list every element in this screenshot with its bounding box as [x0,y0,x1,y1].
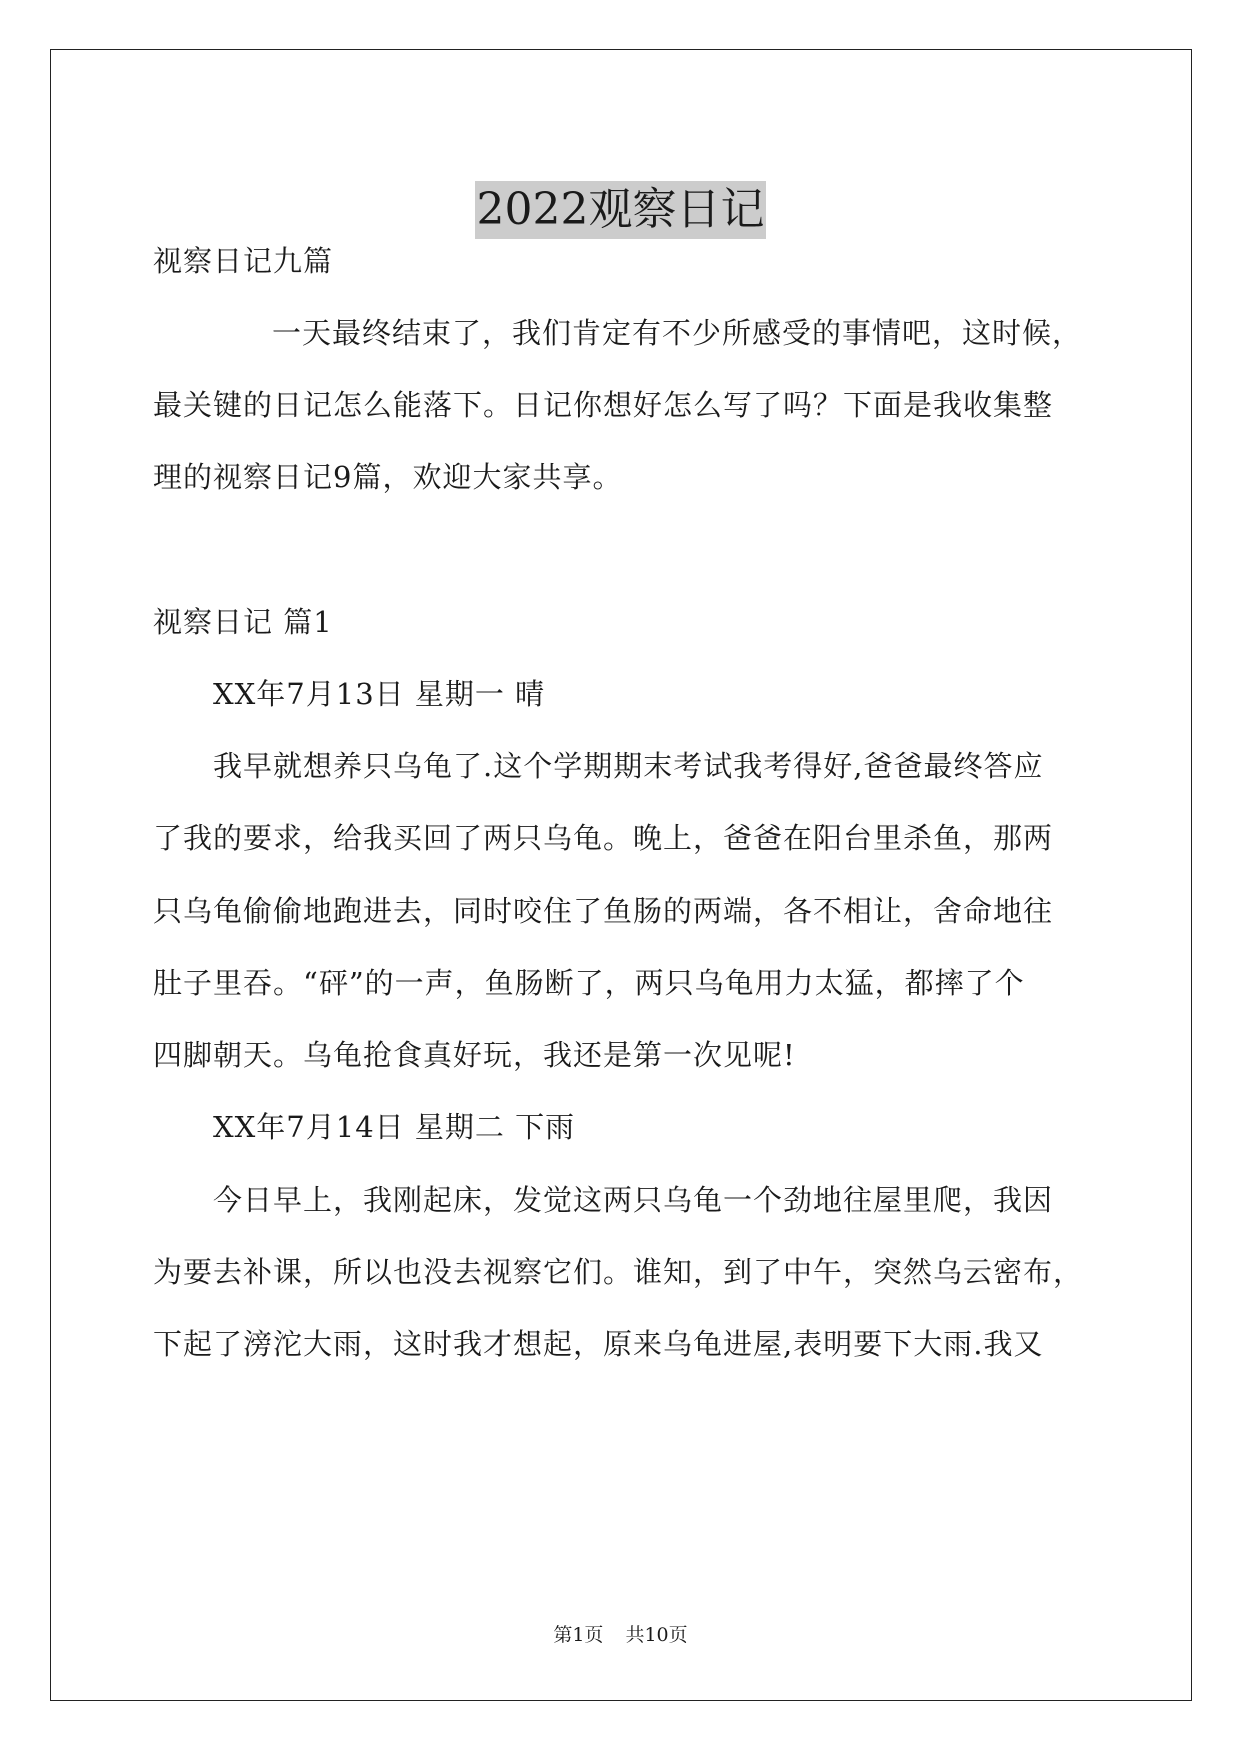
entry1-line-3: 只乌龟偷偷地跑进去，同时咬住了鱼肠的两端，各不相让，舍命地往 [153,894,1054,928]
section-heading: 视察日记 篇1 [153,605,333,639]
document-subtitle: 视察日记九篇 [153,244,334,278]
intro-line-3: 理的视察日记9篇，欢迎大家共享。 [153,460,623,494]
entry2-line-1: 今日早上，我刚起床，发觉这两只乌龟一个劲地往屋里爬，我因 [213,1183,1054,1217]
intro-line-2: 最关键的日记怎么能落下。日记你想好怎么写了吗？下面是我收集整 [153,388,1054,422]
entry2-line-2: 为要去补课，所以也没去视察它们。谁知，到了中午，突然乌云密布， [153,1255,1084,1289]
page-footer [0,1623,1241,1647]
page-total: 共10页 [625,1624,688,1646]
entry1-date: XX年7月13日 星期一 晴 [213,677,546,711]
entry1-line-5: 四脚朝天。乌龟抢食真好玩，我还是第一次见呢! [153,1038,796,1072]
entry2-date: XX年7月14日 星期二 下雨 [213,1110,576,1144]
page-border [50,49,1192,1701]
entry1-line-4: 肚子里吞。“砰”的一声，鱼肠断了，两只乌龟用力太猛，都摔了个 [153,966,1025,1000]
page-number: 第1页 [553,1624,604,1646]
entry1-line-2: 了我的要求，给我买回了两只乌龟。晚上，爸爸在阳台里杀鱼，那两 [153,821,1054,855]
intro-line-1: 一天最终结束了，我们肯定有不少所感受的事情吧，这时候， [272,316,1083,350]
entry1-line-1: 我早就想养只乌龟了.这个学期期末考试我考得好,爸爸最终答应 [213,749,1044,783]
entry2-line-3: 下起了滂沱大雨，这时我才想起，原来乌龟进屋,表明要下大雨.我又 [153,1327,1044,1361]
document-title: 2022观察日记 [475,181,767,239]
